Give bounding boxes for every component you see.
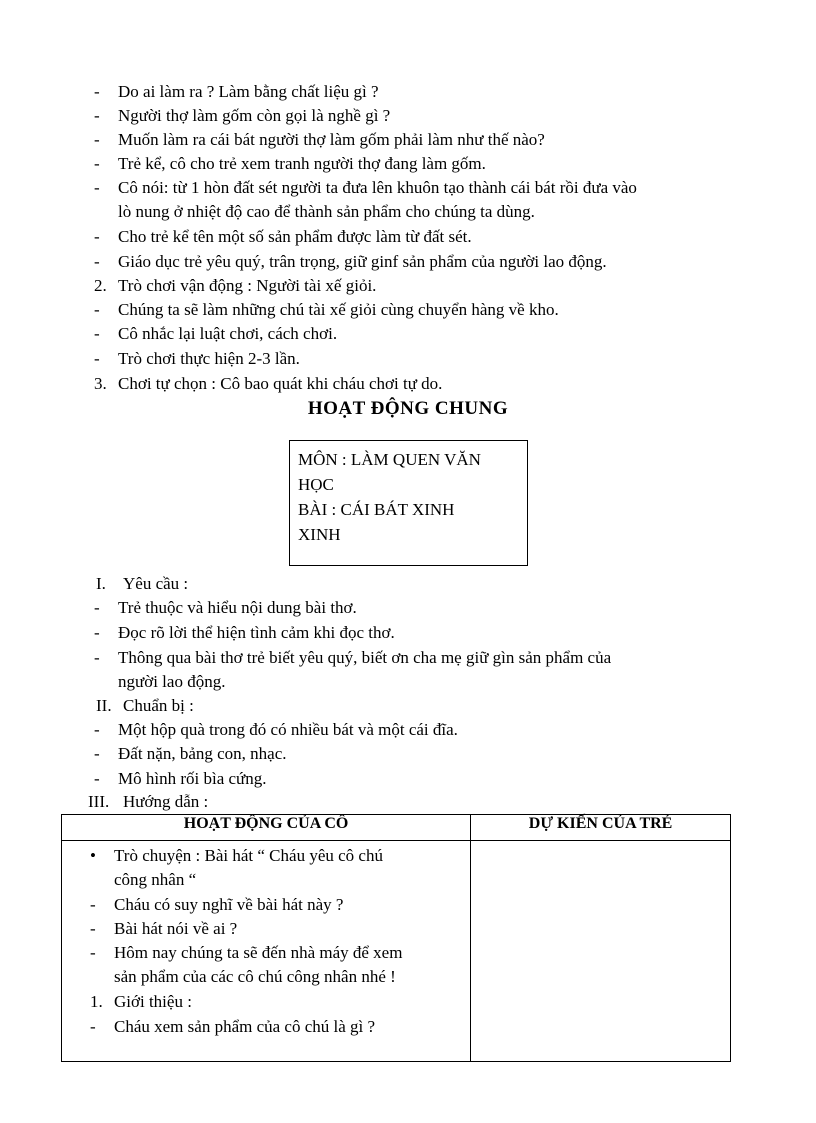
bullet-icon: • <box>90 846 96 865</box>
section-heading: HOẠT ĐỘNG CHUNG <box>307 398 509 419</box>
column-header-teacher: HOẠT ĐỘNG CỦA CÔ <box>62 815 471 841</box>
table-row <box>62 841 731 1062</box>
column-header-children: DỰ KIẾN CỦA TRẺ <box>471 815 731 841</box>
children-expectation-cell <box>471 841 731 1062</box>
lesson-line-continuation: XINH <box>298 525 341 544</box>
table-header-row <box>62 815 731 841</box>
subject-line: MÔN : LÀM QUEN VĂN <box>298 450 481 469</box>
teacher-activity-cell: • Trò chuyện : Bài hát “ Cháu yêu cô chú công nhân “ - Cháu có suy nghĩ về bài hát này ? - Bài hát nói về ai ? - Hôm nay chúng ta sẽ đến nhà máy để xem sản phẩm của các cô chú công nhân nhé ! 1. Giới thiệu : - Cháu xem sản phẩm của cô chú là gì ? <box>62 841 471 1062</box>
activity-table <box>61 814 731 1062</box>
lesson-line: BÀI : CÁI BÁT XINH <box>298 500 455 519</box>
subject-line-continuation: HỌC <box>298 475 334 494</box>
lesson-title-box <box>289 440 528 566</box>
